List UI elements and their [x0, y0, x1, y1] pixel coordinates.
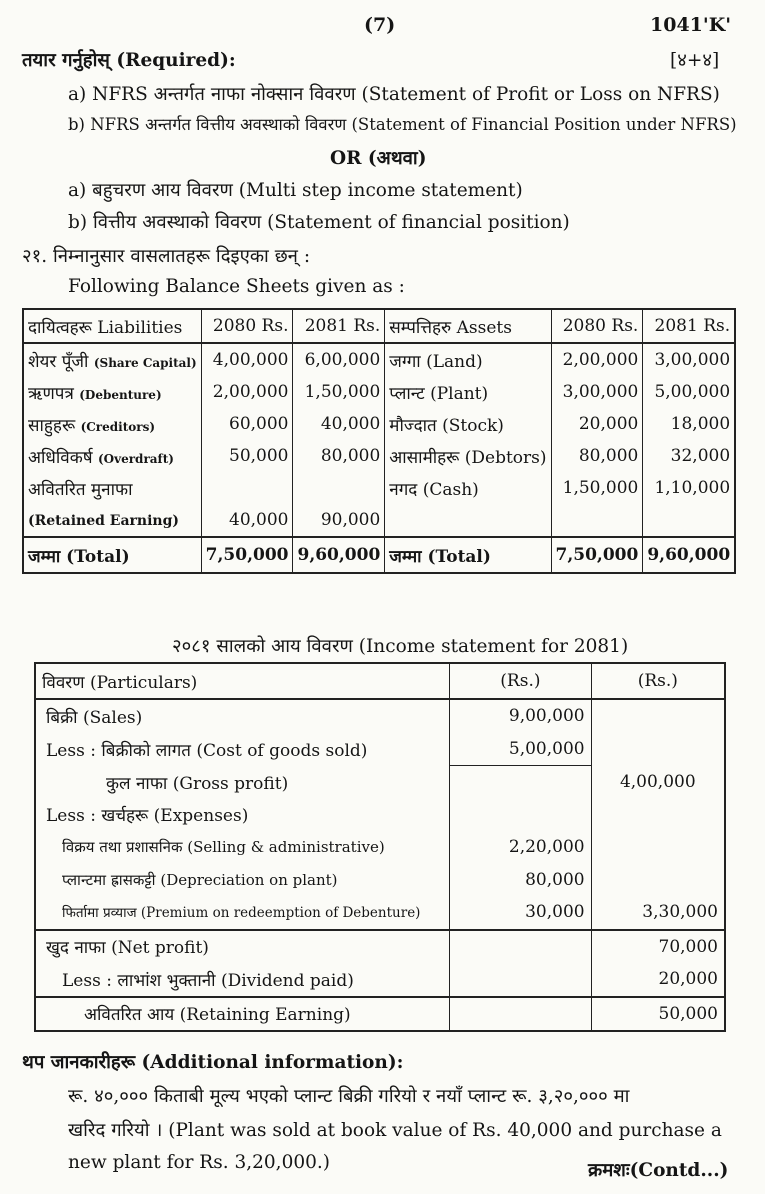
cell: 5,00,000	[450, 733, 591, 766]
cell: 60,000	[201, 408, 293, 440]
required-item: b) वित्तीय अवस्थाको विवरण (Statement of financial position)	[68, 212, 570, 233]
liability-label-en: (Share Capital)	[93, 355, 197, 370]
liability-label: ऋणपत्र	[28, 383, 74, 404]
cell: 80,000	[450, 864, 591, 897]
total-label: जम्मा (Total)	[385, 537, 551, 573]
liability-label: शेयर पूँजी	[28, 351, 89, 372]
particular: खुद नाफा (Net profit)	[35, 930, 450, 964]
total-row	[23, 537, 735, 573]
asset-label: आसामीहरू (Debtors)	[385, 440, 551, 472]
cell: 1,50,000	[293, 376, 385, 408]
cell	[201, 472, 293, 504]
income-statement-title: २०८१ सालको आय विवरण (Income statement for 2081)	[172, 636, 629, 657]
col-particulars: विवरण (Particulars)	[35, 663, 450, 699]
particular: Less : लाभांश भुक्तानी (Dividend paid)	[35, 963, 450, 997]
cell: 6,00,000	[293, 343, 385, 376]
particular	[35, 864, 450, 897]
asset-label: नगद (Cash)	[385, 472, 551, 504]
cell	[450, 766, 591, 799]
question-number-line: २१. निम्नानुसार वासलातहरू दिइएका छन् :	[22, 246, 311, 267]
cell: 4,00,000	[201, 343, 293, 376]
income-statement-table	[34, 662, 726, 1032]
col-2080: 2080 Rs.	[201, 309, 293, 343]
col-2080: 2080 Rs.	[551, 309, 643, 343]
cell	[551, 504, 643, 537]
cell: 2,20,000	[450, 831, 591, 864]
cell: 40,000	[293, 408, 385, 440]
cell: 1,50,000	[551, 472, 643, 504]
table-row	[35, 930, 725, 964]
cell: 30,000	[450, 896, 591, 930]
liability-label: अवितरित मुनाफा	[28, 479, 133, 500]
cell	[450, 963, 591, 997]
cell: 3,30,000	[591, 896, 725, 930]
particular-text: प्लान्टमा ह्रासकट्टी (Depreciation on plant)	[62, 870, 338, 889]
paper-code: 1041'K'	[650, 14, 732, 36]
required-item: b) NFRS अन्तर्गत वित्तीय अवस्थाको विवरण (Statement of Financial Position under NFRS)	[68, 115, 737, 134]
balance-sheet-table	[22, 308, 736, 574]
cell: 7,50,000	[201, 537, 293, 573]
cell: 9,60,000	[293, 537, 385, 573]
col-2081: 2081 Rs.	[643, 309, 735, 343]
cell: 80,000	[293, 440, 385, 472]
required-title: तयार गर्नुहोस् (Required):	[22, 50, 236, 71]
cell	[450, 799, 591, 832]
asset-label: मौज्दात (Stock)	[385, 408, 551, 440]
liability-label-en: (Retained Earning)	[28, 513, 179, 529]
col-rs: (Rs.)	[450, 663, 591, 699]
cell: 32,000	[643, 440, 735, 472]
liability-label: अधिविकर्ष	[28, 447, 93, 468]
col-assets: सम्पत्तिहरु Assets	[385, 309, 551, 343]
particular	[35, 831, 450, 864]
cell: 3,00,000	[551, 376, 643, 408]
particular: अवितरित आय (Retaining Earning)	[35, 997, 450, 1032]
cell: 70,000	[591, 930, 725, 964]
cell: 80,000	[551, 440, 643, 472]
marks: [४+४]	[670, 50, 720, 71]
cell: 2,00,000	[551, 343, 643, 376]
cell: 20,000	[591, 963, 725, 997]
table-row	[35, 733, 725, 766]
cell: 9,00,000	[450, 699, 591, 733]
cell: 18,000	[643, 408, 735, 440]
cell: 9,60,000	[643, 537, 735, 573]
cell: 50,000	[201, 440, 293, 472]
particular: Less : बिक्रीको लागत (Cost of goods sold)	[35, 733, 450, 766]
table-row	[35, 864, 725, 897]
particular-text: विक्रय तथा प्रशासनिक (Selling & administrative)	[62, 838, 385, 857]
required-item: a) NFRS अन्तर्गत नाफा नोक्सान विवरण (Statement of Profit or Loss on NFRS)	[68, 84, 720, 105]
cell	[293, 472, 385, 504]
liability-label-en: (Creditors)	[80, 419, 156, 434]
cell	[591, 864, 725, 897]
liability-label: साहुहरू	[28, 415, 76, 436]
cell	[591, 831, 725, 864]
table-row	[23, 408, 735, 440]
table-row	[35, 831, 725, 864]
cell	[591, 733, 725, 766]
table-row	[23, 440, 735, 472]
col-liabilities: दायित्वहरू Liabilities	[23, 309, 201, 343]
continued-note: क्रमशः(Contd...)	[588, 1160, 729, 1181]
cell: 90,000	[293, 504, 385, 537]
table-row	[23, 343, 735, 376]
liability-label-en: (Overdraft)	[98, 451, 174, 466]
additional-info-line: रू. ४०,००० किताबी मूल्य भएको प्लान्ट बिक्री गरियो र नयाँ प्लान्ट रू. ३,२०,००० मा	[68, 1086, 630, 1107]
col-rs: (Rs.)	[591, 663, 725, 699]
cell: 4,00,000	[591, 766, 725, 799]
table-row	[35, 997, 725, 1032]
liability-label-en: (Debenture)	[79, 387, 162, 402]
cell: 1,10,000	[643, 472, 735, 504]
cell: 3,00,000	[643, 343, 735, 376]
cell	[450, 930, 591, 964]
table-row	[35, 896, 725, 930]
table-row	[35, 963, 725, 997]
table-row	[35, 766, 725, 799]
col-2081: 2081 Rs.	[293, 309, 385, 343]
particular	[35, 896, 450, 930]
cell: 50,000	[591, 997, 725, 1032]
cell: 7,50,000	[551, 537, 643, 573]
table-row	[35, 699, 725, 733]
cell	[591, 799, 725, 832]
asset-label: प्लान्ट (Plant)	[385, 376, 551, 408]
table-row	[35, 799, 725, 832]
total-label: जम्मा (Total)	[23, 537, 201, 573]
cell: 20,000	[551, 408, 643, 440]
table-row	[23, 376, 735, 408]
page-number: (7)	[364, 14, 396, 36]
particular: बिक्री (Sales)	[35, 699, 450, 733]
additional-info-title: थप जानकारीहरू (Additional information):	[22, 1052, 404, 1073]
table-row	[23, 504, 735, 537]
cell	[450, 997, 591, 1032]
asset-label: जग्गा (Land)	[385, 343, 551, 376]
cell	[643, 504, 735, 537]
asset-label	[385, 504, 551, 537]
particular-text: फिर्तामा प्रव्याज (Premium on redeemption of Debenture)	[62, 905, 421, 922]
table-row	[23, 472, 735, 504]
particular: Less : खर्चहरू (Expenses)	[35, 799, 450, 832]
or-separator: OR (अथवा)	[330, 148, 427, 169]
additional-info-line: खरिद गरियो । (Plant was sold at book value of Rs. 40,000 and purchase a	[68, 1120, 722, 1141]
cell	[591, 699, 725, 733]
cell: 2,00,000	[201, 376, 293, 408]
question-english-line: Following Balance Sheets given as :	[68, 276, 405, 297]
cell: 5,00,000	[643, 376, 735, 408]
additional-info-line: new plant for Rs. 3,20,000.)	[68, 1152, 330, 1173]
cell: 40,000	[201, 504, 293, 537]
particular: कुल नाफा (Gross profit)	[35, 766, 450, 799]
required-item: a) बहुचरण आय विवरण (Multi step income statement)	[68, 180, 523, 201]
